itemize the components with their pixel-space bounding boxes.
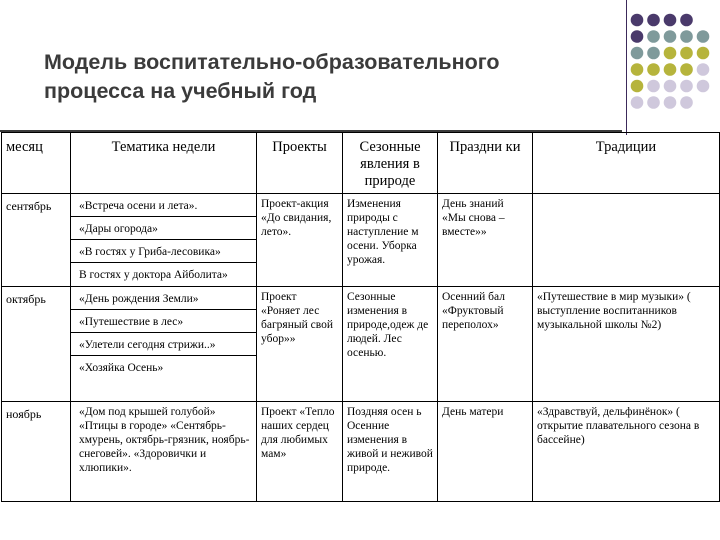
decorative-dot [631,63,644,76]
header-holidays: Праздни ки [438,133,533,194]
decorative-vertical-line [626,0,627,135]
week-item: «Улетели сегодня стрижи..» [71,333,256,356]
decorative-dot [680,80,693,93]
tradition-cell [533,194,720,287]
decorative-dot [647,14,660,27]
decorative-dot [664,47,677,60]
decorative-dot [697,30,710,43]
header-projects: Проекты [257,133,343,194]
page-title [44,48,604,106]
week-item: «Путешествие в лес» [71,310,256,333]
decorative-dot [664,63,677,76]
week-item: «Дары огорода» [71,217,256,240]
decorative-dot [680,47,693,60]
decorative-dot [647,30,660,43]
decorative-dot [647,80,660,93]
decorative-dot [697,63,710,76]
decorative-dot [647,96,660,109]
week-item: В гостях у доктора Айболита» [79,269,228,281]
header-week-topic: Тематика недели [71,133,257,194]
table-header-row [2,133,720,194]
project-cell: Проект «Роняет лес багряный свой убор»» [257,287,343,402]
week-item: «Встреча осени и лета». [71,194,256,217]
decorative-dot [631,30,644,43]
decorative-dot [680,96,693,109]
decorative-dot [631,80,644,93]
table-row-october [2,287,720,402]
week-item: «В гостях у Гриба-лесовика» [71,240,256,263]
decorative-dot [680,63,693,76]
decorative-dot [631,14,644,27]
week-item: «День рождения Земли» [71,287,256,310]
weeks-cell: «Дом под крышей голубой» «Птицы в городе» «Сентябрь-хмурень, октябрь-грязник, ноябрь-снеговей». «Здоровички и хлюпики». [71,402,257,502]
decorative-dot [647,63,660,76]
decorative-dot [647,47,660,60]
table-row-september [2,194,720,287]
month-cell: октябрь [2,287,71,402]
month-cell: ноябрь [2,402,71,502]
decorative-dot [680,14,693,27]
decorative-dot [697,80,710,93]
tradition-cell: «Здравствуй, дельфинёнок» ( открытие плавательного сезона в бассейне) [533,402,720,502]
season-cell: Сезонные изменения в природе,одеж де людей. Лес осенью. [343,287,438,402]
tradition-cell: «Путешествие в мир музыки» ( выступление воспитанников музыкальной школы №2) [533,287,720,402]
holiday-cell: День знаний «Мы снова – вместе»» [438,194,533,287]
decorative-dot [631,47,644,60]
decorative-dot [697,47,710,60]
holiday-cell: Осенний бал «Фруктовый переполох» [438,287,533,402]
decorative-dot [664,80,677,93]
table-row-november [2,402,720,502]
weeks-cell [71,287,257,402]
season-cell: Изменения природы с наступление м осени. Уборка урожая. [343,194,438,287]
decorative-dot [631,96,644,109]
header-traditions: Традиции [533,133,720,194]
weeks-cell [71,194,257,287]
project-cell: Проект «Тепло наших сердец для любимых мам» [257,402,343,502]
header-seasonal: Сезонные явления в природе [343,133,438,194]
title-line-1: Модель воспитательно-образовательного [44,50,500,74]
decorative-dot [680,30,693,43]
title-line-2: процесса на учебный год [44,79,317,103]
curriculum-table [1,132,720,502]
decorative-dot [664,30,677,43]
holiday-cell: День матери [438,402,533,502]
season-cell: Поздняя осен ь Осенние изменения в живой и неживой природе. [343,402,438,502]
week-item: «Хозяйка Осень» [79,362,164,374]
decorative-dot [664,96,677,109]
month-cell: сентябрь [2,194,71,287]
decorative-dot [664,14,677,27]
header-month: месяц [2,133,71,194]
project-cell: Проект-акция «До свидания, лето». [257,194,343,287]
